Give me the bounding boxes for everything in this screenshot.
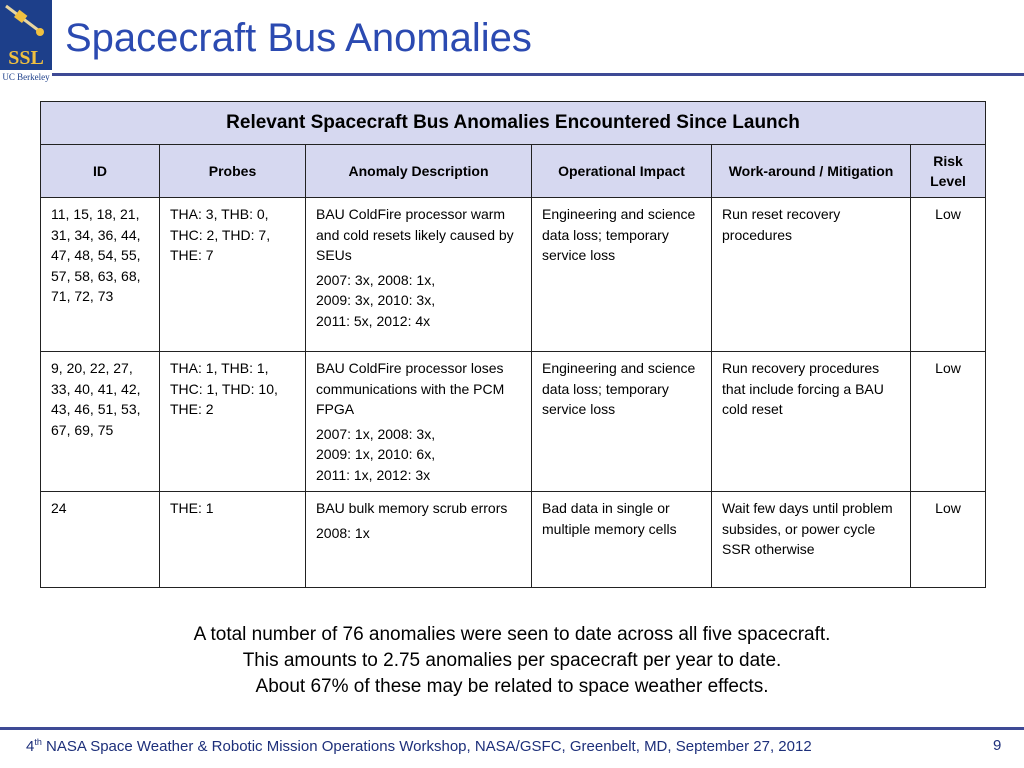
impact-cell: Engineering and science data loss; temporary service loss: [532, 198, 712, 352]
yearly-counts: [316, 424, 521, 486]
footer-text: [26, 737, 812, 755]
table-header-row: [41, 145, 986, 198]
summary-text: [0, 622, 1024, 700]
column-header-probes: Probes: [160, 145, 306, 198]
footer-workshop-name: NASA Space Weather & Robotic Mission Operations Workshop, NASA/GSFC, Greenbelt, MD, September 27, 2012: [41, 738, 812, 755]
column-header-description: Anomaly Description: [306, 145, 532, 198]
footer-ordinal-suffix: th: [34, 737, 42, 747]
description-cell: [306, 492, 532, 588]
probes-cell: THE: 1: [160, 492, 306, 588]
description-text: BAU ColdFire processor warm and cold resets likely caused by SEUs: [316, 206, 514, 263]
table-row: [41, 352, 986, 492]
probes-cell: THA: 1, THB: 1, THC: 1, THD: 10, THE: 2: [160, 352, 306, 492]
column-header-workaround: Work-around / Mitigation: [712, 145, 911, 198]
id-cell: 24: [41, 492, 160, 588]
risk-cell: Low: [911, 352, 986, 492]
count-line: 2009: 1x, 2010: 6x,: [316, 446, 436, 462]
slide-title: Spacecraft Bus Anomalies: [65, 16, 532, 60]
summary-line: This amounts to 2.75 anomalies per spacecraft per year to date.: [242, 650, 782, 671]
yearly-counts: [316, 270, 521, 332]
page-number: 9: [993, 737, 1002, 754]
description-text: BAU bulk memory scrub errors: [316, 500, 508, 516]
workaround-cell: Run recovery procedures that include forcing a BAU cold reset: [712, 352, 911, 492]
impact-cell: Bad data in single or multiple memory cells: [532, 492, 712, 588]
workaround-cell: Wait few days until problem subsides, or power cycle SSR otherwise: [712, 492, 911, 588]
yearly-counts: [316, 523, 521, 544]
table-row: [41, 492, 986, 588]
count-line: 2011: 5x, 2012: 4x: [316, 312, 431, 329]
column-header-impact: Operational Impact: [532, 145, 712, 198]
count-line: 2011: 1x, 2012: 3x: [316, 466, 431, 483]
logo-caption: UC Berkeley: [0, 70, 52, 84]
table-row: [41, 198, 986, 352]
probes-cell: THA: 3, THB: 0, THC: 2, THD: 7, THE: 7: [160, 198, 306, 352]
workaround-cell: Run reset recovery procedures: [712, 198, 911, 352]
column-header-id: ID: [41, 145, 160, 198]
anomalies-table: [40, 101, 986, 588]
description-text: BAU ColdFire processor loses communications with the PCM FPGA: [316, 360, 505, 417]
logo-text: SSL: [8, 47, 44, 69]
id-cell: 9, 20, 22, 27, 33, 40, 41, 42, 43, 46, 51, 53, 67, 69, 75: [41, 352, 160, 492]
risk-cell: Low: [911, 492, 986, 588]
description-cell: [306, 352, 532, 492]
table-caption-row: [41, 102, 986, 145]
description-cell: [306, 198, 532, 352]
count-line: 2007: 1x, 2008: 3x,: [316, 425, 436, 442]
table-caption: Relevant Spacecraft Bus Anomalies Encountered Since Launch: [41, 102, 986, 145]
column-header-risk: Risk Level: [911, 145, 986, 198]
risk-cell: Low: [911, 198, 986, 352]
count-line: 2008: 1x: [316, 524, 370, 541]
title-divider: [52, 73, 1024, 76]
footer-ordinal-number: 4: [26, 738, 35, 755]
footer-divider: [0, 727, 1024, 730]
summary-line: A total number of 76 anomalies were seen to date across all five spacecraft.: [193, 624, 831, 645]
ssl-logo: [0, 0, 52, 84]
count-line: 2007: 3x, 2008: 1x,: [316, 271, 436, 288]
satellite-icon: [0, 0, 52, 70]
summary-line: About 67% of these may be related to space weather effects.: [255, 676, 769, 697]
impact-cell: Engineering and science data loss; temporary service loss: [532, 352, 712, 492]
id-cell: 11, 15, 18, 21, 31, 34, 36, 44, 47, 48, 54, 55, 57, 58, 63, 68, 71, 72, 73: [41, 198, 160, 352]
count-line: 2009: 3x, 2010: 3x,: [316, 292, 436, 308]
